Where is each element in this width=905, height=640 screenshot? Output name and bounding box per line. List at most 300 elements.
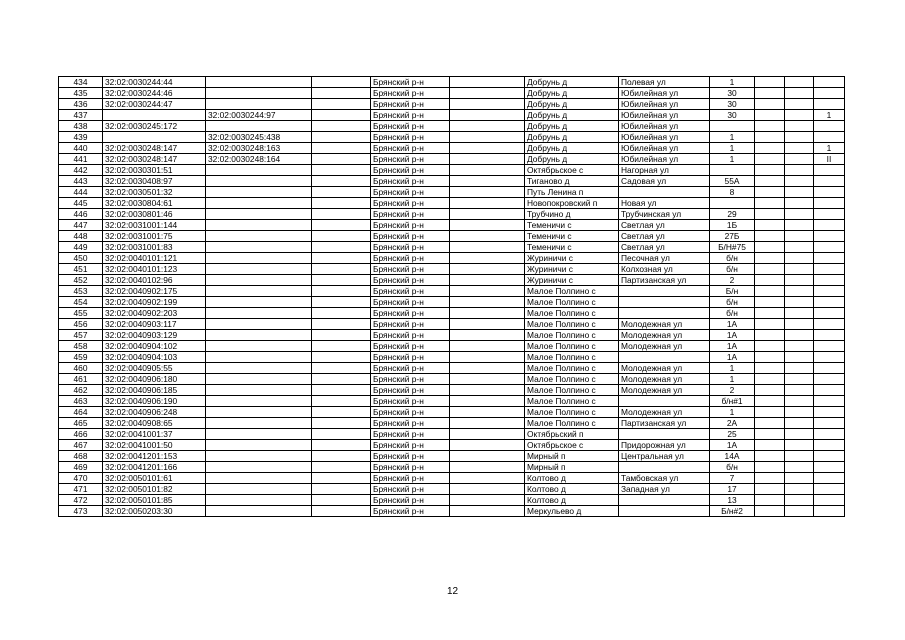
cell-house-number	[710, 198, 755, 209]
cell-street: Юбилейная ул	[619, 88, 710, 99]
cell-row-number: 434	[59, 77, 103, 88]
cell-blank-col-4	[312, 77, 371, 88]
cell-blank-col-11	[785, 308, 814, 319]
cell-blank-col-6	[450, 330, 525, 341]
table-row	[59, 363, 845, 374]
cell-blank-col-10	[755, 462, 785, 473]
cell-district: Брянский р-н	[371, 462, 450, 473]
cell-parent-cadastral-number	[206, 297, 312, 308]
cell-settlement: Трубчино д	[525, 209, 619, 220]
cell-blank-col-10	[755, 110, 785, 121]
cell-house-number: 2	[710, 275, 755, 286]
cell-row-number: 459	[59, 352, 103, 363]
cell-street: Колхозная ул	[619, 264, 710, 275]
cell-blank-col-4	[312, 484, 371, 495]
cell-row-number: 466	[59, 429, 103, 440]
cell-settlement: Добрунь д	[525, 154, 619, 165]
cell-blank-col-4	[312, 275, 371, 286]
cell-house-number: 30	[710, 99, 755, 110]
cell-cadastral-number: 32:02:0030245:172	[103, 121, 206, 132]
cell-parent-cadastral-number	[206, 484, 312, 495]
cell-settlement: Теменичи с	[525, 231, 619, 242]
cell-blank-col-10	[755, 319, 785, 330]
cell-extra-col	[814, 473, 845, 484]
cell-blank-col-6	[450, 154, 525, 165]
cell-house-number: 1	[710, 143, 755, 154]
cell-parent-cadastral-number	[206, 308, 312, 319]
cell-house-number: 25	[710, 429, 755, 440]
cell-extra-col	[814, 506, 845, 517]
cell-blank-col-11	[785, 407, 814, 418]
table-row	[59, 176, 845, 187]
cell-street: Песочная ул	[619, 253, 710, 264]
cell-settlement: Теменичи с	[525, 242, 619, 253]
cell-row-number: 454	[59, 297, 103, 308]
cell-extra-col	[814, 396, 845, 407]
cell-street: Молодежная ул	[619, 330, 710, 341]
cell-street: Молодежная ул	[619, 319, 710, 330]
cell-extra-col	[814, 132, 845, 143]
table-row	[59, 275, 845, 286]
cell-extra-col	[814, 341, 845, 352]
cell-district: Брянский р-н	[371, 429, 450, 440]
cell-parent-cadastral-number	[206, 407, 312, 418]
cell-settlement: Малое Полпино с	[525, 407, 619, 418]
cell-cadastral-number: 32:02:0050101:85	[103, 495, 206, 506]
cell-parent-cadastral-number	[206, 176, 312, 187]
table-row	[59, 308, 845, 319]
cell-blank-col-11	[785, 286, 814, 297]
cell-extra-col: II	[814, 154, 845, 165]
cell-blank-col-10	[755, 330, 785, 341]
cell-blank-col-6	[450, 187, 525, 198]
cell-settlement: Малое Полпино с	[525, 330, 619, 341]
cell-parent-cadastral-number	[206, 242, 312, 253]
cell-row-number: 465	[59, 418, 103, 429]
cell-blank-col-6	[450, 495, 525, 506]
cell-cadastral-number: 32:02:0030408:97	[103, 176, 206, 187]
cell-blank-col-6	[450, 297, 525, 308]
cell-house-number: 1	[710, 407, 755, 418]
table-row	[59, 99, 845, 110]
cell-blank-col-11	[785, 385, 814, 396]
cell-blank-col-4	[312, 297, 371, 308]
cell-extra-col	[814, 165, 845, 176]
cell-parent-cadastral-number	[206, 495, 312, 506]
register-table-body	[59, 77, 845, 517]
cell-blank-col-4	[312, 418, 371, 429]
cell-blank-col-10	[755, 253, 785, 264]
cell-blank-col-11	[785, 506, 814, 517]
cell-district: Брянский р-н	[371, 176, 450, 187]
cell-blank-col-11	[785, 220, 814, 231]
cell-house-number: 7	[710, 473, 755, 484]
cell-blank-col-10	[755, 99, 785, 110]
cell-district: Брянский р-н	[371, 484, 450, 495]
cell-settlement: Малое Полпино с	[525, 363, 619, 374]
cell-cadastral-number: 32:02:0041201:166	[103, 462, 206, 473]
cell-extra-col	[814, 220, 845, 231]
cell-parent-cadastral-number	[206, 374, 312, 385]
cell-house-number: 1	[710, 374, 755, 385]
cell-row-number: 453	[59, 286, 103, 297]
cell-house-number: 1А	[710, 440, 755, 451]
cell-blank-col-11	[785, 77, 814, 88]
cell-blank-col-6	[450, 385, 525, 396]
cell-cadastral-number	[103, 132, 206, 143]
cell-blank-col-4	[312, 308, 371, 319]
cell-blank-col-10	[755, 275, 785, 286]
table-row	[59, 341, 845, 352]
table-row	[59, 495, 845, 506]
cell-blank-col-11	[785, 264, 814, 275]
cell-row-number: 458	[59, 341, 103, 352]
cell-row-number: 456	[59, 319, 103, 330]
cell-blank-col-4	[312, 407, 371, 418]
cell-settlement: Колтово д	[525, 495, 619, 506]
cell-extra-col	[814, 176, 845, 187]
table-row	[59, 154, 845, 165]
cell-house-number: 30	[710, 88, 755, 99]
cell-extra-col	[814, 275, 845, 286]
cell-blank-col-4	[312, 286, 371, 297]
cell-extra-col	[814, 231, 845, 242]
cell-parent-cadastral-number	[206, 209, 312, 220]
cell-blank-col-11	[785, 165, 814, 176]
cell-blank-col-10	[755, 77, 785, 88]
cell-settlement: Добрунь д	[525, 121, 619, 132]
cell-extra-col	[814, 462, 845, 473]
cell-blank-col-11	[785, 253, 814, 264]
cell-extra-col	[814, 363, 845, 374]
cell-house-number: б/н	[710, 308, 755, 319]
cell-blank-col-6	[450, 220, 525, 231]
cell-row-number: 460	[59, 363, 103, 374]
cell-extra-col	[814, 484, 845, 495]
cell-cadastral-number: 32:02:0040905:55	[103, 363, 206, 374]
cell-cadastral-number: 32:02:0040902:203	[103, 308, 206, 319]
cell-blank-col-11	[785, 154, 814, 165]
cell-row-number: 464	[59, 407, 103, 418]
cell-blank-col-6	[450, 231, 525, 242]
cell-street	[619, 187, 710, 198]
cell-parent-cadastral-number: 32:02:0030248:163	[206, 143, 312, 154]
cell-blank-col-4	[312, 462, 371, 473]
cell-blank-col-6	[450, 473, 525, 484]
cell-extra-col	[814, 385, 845, 396]
cell-blank-col-6	[450, 88, 525, 99]
cell-cadastral-number: 32:02:0040902:199	[103, 297, 206, 308]
cell-blank-col-4	[312, 220, 371, 231]
cell-blank-col-10	[755, 242, 785, 253]
cell-street	[619, 462, 710, 473]
cell-settlement: Малое Полпино с	[525, 396, 619, 407]
cell-blank-col-11	[785, 319, 814, 330]
cell-blank-col-6	[450, 363, 525, 374]
cell-blank-col-11	[785, 396, 814, 407]
cell-parent-cadastral-number	[206, 341, 312, 352]
table-row	[59, 297, 845, 308]
cell-blank-col-10	[755, 143, 785, 154]
cell-blank-col-11	[785, 176, 814, 187]
cell-blank-col-4	[312, 143, 371, 154]
cell-settlement: Мирный п	[525, 462, 619, 473]
cell-street	[619, 495, 710, 506]
cell-blank-col-6	[450, 176, 525, 187]
cell-district: Брянский р-н	[371, 220, 450, 231]
cell-row-number: 448	[59, 231, 103, 242]
cell-district: Брянский р-н	[371, 209, 450, 220]
cell-blank-col-6	[450, 462, 525, 473]
cell-extra-col	[814, 308, 845, 319]
cell-settlement: Малое Полпино с	[525, 418, 619, 429]
table-row	[59, 462, 845, 473]
table-row	[59, 264, 845, 275]
cell-district: Брянский р-н	[371, 418, 450, 429]
cell-parent-cadastral-number: 32:02:0030248:164	[206, 154, 312, 165]
cell-blank-col-10	[755, 374, 785, 385]
cell-house-number: 2	[710, 385, 755, 396]
cell-blank-col-10	[755, 484, 785, 495]
cell-street: Центральная ул	[619, 451, 710, 462]
cell-row-number: 463	[59, 396, 103, 407]
cell-row-number: 469	[59, 462, 103, 473]
cell-settlement: Малое Полпино с	[525, 352, 619, 363]
cell-cadastral-number: 32:02:0030248:147	[103, 143, 206, 154]
cell-row-number: 470	[59, 473, 103, 484]
cell-settlement: Малое Полпино с	[525, 297, 619, 308]
cell-blank-col-10	[755, 176, 785, 187]
cell-blank-col-4	[312, 176, 371, 187]
cell-cadastral-number: 32:02:0030244:46	[103, 88, 206, 99]
cell-street: Придорожная ул	[619, 440, 710, 451]
cell-blank-col-4	[312, 264, 371, 275]
cell-extra-col	[814, 495, 845, 506]
cell-parent-cadastral-number	[206, 363, 312, 374]
cell-blank-col-11	[785, 418, 814, 429]
cell-cadastral-number: 32:02:0030801:46	[103, 209, 206, 220]
cell-parent-cadastral-number	[206, 187, 312, 198]
cell-row-number: 451	[59, 264, 103, 275]
cell-parent-cadastral-number	[206, 99, 312, 110]
cell-street: Светлая ул	[619, 242, 710, 253]
cell-house-number: 1А	[710, 330, 755, 341]
cell-parent-cadastral-number	[206, 396, 312, 407]
cell-blank-col-4	[312, 209, 371, 220]
cell-blank-col-6	[450, 275, 525, 286]
cell-blank-col-4	[312, 110, 371, 121]
cell-cadastral-number: 32:02:0041001:37	[103, 429, 206, 440]
cell-settlement: Добрунь д	[525, 143, 619, 154]
cell-row-number: 447	[59, 220, 103, 231]
cell-cadastral-number: 32:02:0050101:61	[103, 473, 206, 484]
table-row	[59, 385, 845, 396]
cell-district: Брянский р-н	[371, 275, 450, 286]
cell-blank-col-4	[312, 341, 371, 352]
cell-blank-col-10	[755, 418, 785, 429]
cell-house-number: Б/н	[710, 286, 755, 297]
cell-district: Брянский р-н	[371, 198, 450, 209]
cell-blank-col-11	[785, 429, 814, 440]
cell-district: Брянский р-н	[371, 297, 450, 308]
cell-extra-col	[814, 407, 845, 418]
cell-street: Полевая ул	[619, 77, 710, 88]
cell-cadastral-number: 32:02:0040906:248	[103, 407, 206, 418]
cell-blank-col-10	[755, 495, 785, 506]
cell-cadastral-number: 32:02:0030501:32	[103, 187, 206, 198]
cell-cadastral-number: 32:02:0031001:144	[103, 220, 206, 231]
page-number: 12	[446, 586, 459, 597]
cell-blank-col-4	[312, 473, 371, 484]
cell-settlement: Добрунь д	[525, 99, 619, 110]
cell-street: Молодежная ул	[619, 407, 710, 418]
cell-district: Брянский р-н	[371, 341, 450, 352]
cell-extra-col	[814, 374, 845, 385]
cell-blank-col-11	[785, 99, 814, 110]
cell-street: Молодежная ул	[619, 374, 710, 385]
table-row	[59, 231, 845, 242]
cell-district: Брянский р-н	[371, 495, 450, 506]
cell-blank-col-11	[785, 451, 814, 462]
cell-cadastral-number: 32:02:0050101:82	[103, 484, 206, 495]
cell-extra-col	[814, 451, 845, 462]
cell-blank-col-10	[755, 165, 785, 176]
cell-blank-col-10	[755, 187, 785, 198]
cell-blank-col-10	[755, 198, 785, 209]
cell-blank-col-6	[450, 451, 525, 462]
cell-blank-col-4	[312, 374, 371, 385]
cell-blank-col-11	[785, 242, 814, 253]
table-row	[59, 319, 845, 330]
cell-house-number: 27Б	[710, 231, 755, 242]
table-row	[59, 110, 845, 121]
table-row	[59, 242, 845, 253]
cell-blank-col-10	[755, 88, 785, 99]
cell-blank-col-11	[785, 297, 814, 308]
cell-cadastral-number: 32:02:0041001:50	[103, 440, 206, 451]
cell-street	[619, 396, 710, 407]
cell-parent-cadastral-number: 32:02:0030245:438	[206, 132, 312, 143]
cell-house-number: 14А	[710, 451, 755, 462]
cell-settlement: Малое Полпино с	[525, 385, 619, 396]
cell-blank-col-6	[450, 429, 525, 440]
cell-blank-col-10	[755, 209, 785, 220]
cell-row-number: 435	[59, 88, 103, 99]
cell-district: Брянский р-н	[371, 407, 450, 418]
cell-house-number	[710, 121, 755, 132]
cell-district: Брянский р-н	[371, 451, 450, 462]
cell-street: Молодежная ул	[619, 341, 710, 352]
cell-settlement: Добрунь д	[525, 110, 619, 121]
cell-blank-col-4	[312, 253, 371, 264]
cell-blank-col-6	[450, 253, 525, 264]
cell-settlement: Колтово д	[525, 473, 619, 484]
cell-cadastral-number: 32:02:0040102:96	[103, 275, 206, 286]
cell-district: Брянский р-н	[371, 121, 450, 132]
cell-cadastral-number: 32:02:0040902:175	[103, 286, 206, 297]
cell-cadastral-number: 32:02:0040904:102	[103, 341, 206, 352]
table-row	[59, 198, 845, 209]
cell-district: Брянский р-н	[371, 77, 450, 88]
cell-row-number: 450	[59, 253, 103, 264]
cell-row-number: 445	[59, 198, 103, 209]
cell-settlement: Журиничи с	[525, 253, 619, 264]
cell-settlement: Малое Полпино с	[525, 374, 619, 385]
cell-house-number: б/н	[710, 264, 755, 275]
cell-blank-col-6	[450, 264, 525, 275]
cell-extra-col	[814, 352, 845, 363]
cell-blank-col-4	[312, 319, 371, 330]
cell-cadastral-number: 32:02:0040903:129	[103, 330, 206, 341]
cell-street: Юбилейная ул	[619, 143, 710, 154]
cell-house-number: Б/Н#75	[710, 242, 755, 253]
cell-extra-col	[814, 209, 845, 220]
cell-blank-col-4	[312, 231, 371, 242]
cell-district: Брянский р-н	[371, 154, 450, 165]
cell-blank-col-11	[785, 121, 814, 132]
cell-house-number: 2А	[710, 418, 755, 429]
cell-blank-col-11	[785, 110, 814, 121]
cell-blank-col-11	[785, 231, 814, 242]
cell-street	[619, 506, 710, 517]
cell-extra-col	[814, 121, 845, 132]
table-row	[59, 132, 845, 143]
cell-street: Партизанская ул	[619, 275, 710, 286]
cell-extra-col	[814, 99, 845, 110]
cell-row-number: 436	[59, 99, 103, 110]
cell-blank-col-10	[755, 396, 785, 407]
cell-cadastral-number: 32:02:0040906:180	[103, 374, 206, 385]
cell-house-number: 1	[710, 132, 755, 143]
cell-settlement: Малое Полпино с	[525, 286, 619, 297]
table-row	[59, 484, 845, 495]
cell-parent-cadastral-number	[206, 451, 312, 462]
cell-extra-col	[814, 88, 845, 99]
cell-blank-col-4	[312, 385, 371, 396]
cell-blank-col-6	[450, 341, 525, 352]
cell-district: Брянский р-н	[371, 286, 450, 297]
cell-parent-cadastral-number	[206, 198, 312, 209]
cell-blank-col-11	[785, 143, 814, 154]
cell-street: Светлая ул	[619, 231, 710, 242]
cell-house-number: 1Б	[710, 220, 755, 231]
cell-district: Брянский р-н	[371, 396, 450, 407]
cell-row-number: 473	[59, 506, 103, 517]
cell-row-number: 452	[59, 275, 103, 286]
cell-settlement: Октябрьское с	[525, 440, 619, 451]
cell-blank-col-6	[450, 143, 525, 154]
cell-blank-col-10	[755, 220, 785, 231]
cell-street	[619, 352, 710, 363]
cell-blank-col-11	[785, 352, 814, 363]
cell-house-number: 1А	[710, 319, 755, 330]
table-row	[59, 418, 845, 429]
table-row	[59, 286, 845, 297]
cell-street	[619, 308, 710, 319]
cell-blank-col-4	[312, 495, 371, 506]
table-row	[59, 88, 845, 99]
cell-blank-col-11	[785, 275, 814, 286]
cell-district: Брянский р-н	[371, 374, 450, 385]
cell-parent-cadastral-number	[206, 77, 312, 88]
cell-blank-col-11	[785, 187, 814, 198]
cell-street: Трубчинская ул	[619, 209, 710, 220]
cell-blank-col-10	[755, 308, 785, 319]
cell-blank-col-10	[755, 297, 785, 308]
cell-blank-col-10	[755, 231, 785, 242]
table-row	[59, 451, 845, 462]
cell-cadastral-number: 32:02:0040906:190	[103, 396, 206, 407]
